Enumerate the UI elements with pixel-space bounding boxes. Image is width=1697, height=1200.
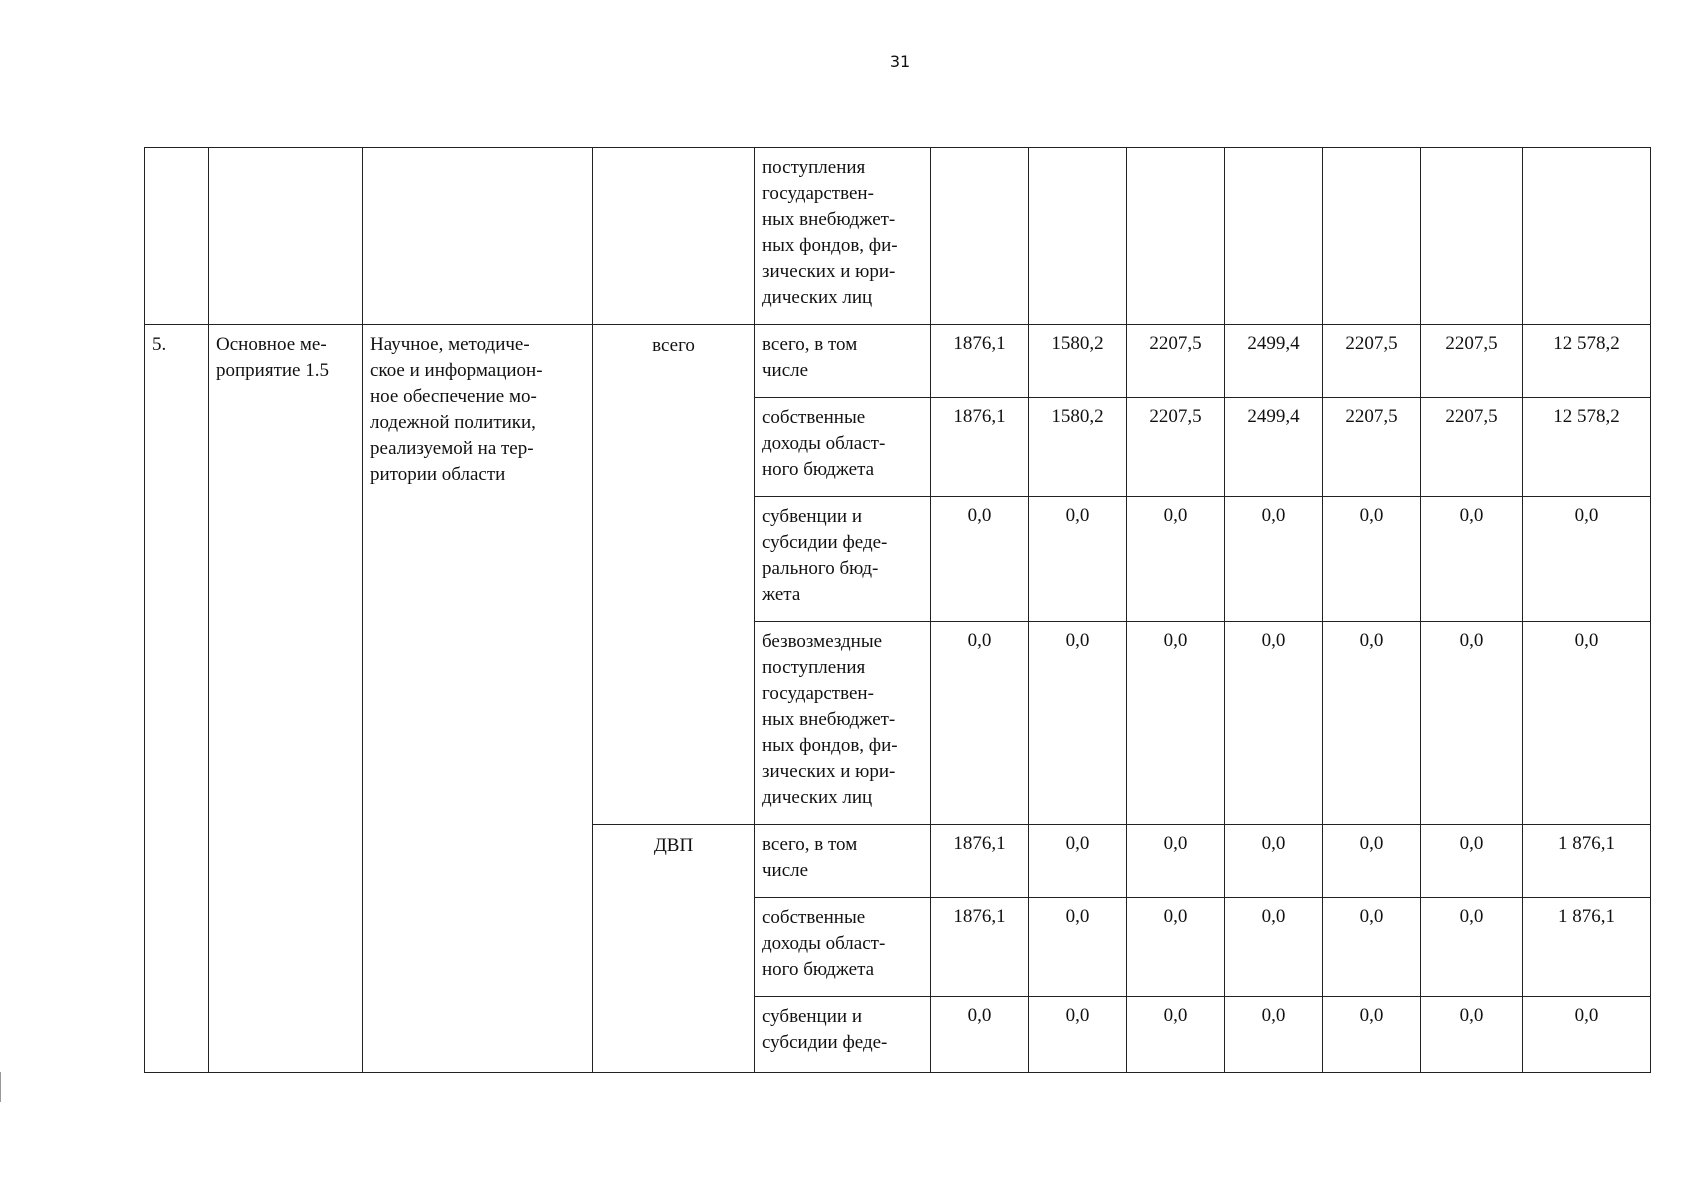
value-cell: 0,0 <box>1523 622 1651 825</box>
table-cell <box>209 148 363 325</box>
value-cell: 0,0 <box>1323 825 1421 898</box>
row-index: 5. <box>145 325 209 1073</box>
funding-source-label: безвозмездные поступления государствен- ных внебюджет- ных фондов, фи- зических и юри- дических лиц <box>755 622 931 825</box>
value-cell: 0,0 <box>1225 497 1323 622</box>
page-number: 31 <box>889 52 911 71</box>
value-cell: 0,0 <box>1127 622 1225 825</box>
value-cell: 0,0 <box>1225 997 1323 1073</box>
table-cell <box>145 148 209 325</box>
value-cell: 0,0 <box>1029 622 1127 825</box>
value-cell: 0,0 <box>1225 622 1323 825</box>
value-cell: 2207,5 <box>1421 398 1523 497</box>
table-cell <box>363 148 593 325</box>
value-cell: 0,0 <box>931 997 1029 1073</box>
executor-cell: всего <box>593 325 755 825</box>
value-cell: 2207,5 <box>1323 398 1421 497</box>
value-cell: 0,0 <box>1421 997 1523 1073</box>
value-cell: 0,0 <box>931 497 1029 622</box>
value-cell: 0,0 <box>1323 898 1421 997</box>
funding-source-cell <box>755 148 931 325</box>
value-cell: 0,0 <box>1127 898 1225 997</box>
value-cell: 0,0 <box>1421 825 1523 898</box>
value-cell: 1580,2 <box>1029 325 1127 398</box>
value-cell: 1876,1 <box>931 325 1029 398</box>
value-cell: 0,0 <box>1523 997 1651 1073</box>
value-cell: 1 876,1 <box>1523 825 1651 898</box>
value-cell: 0,0 <box>1225 898 1323 997</box>
value-cell: 0,0 <box>1323 997 1421 1073</box>
funding-source-label: собственные доходы област- ного бюджета <box>755 398 931 497</box>
executor-cell: ДВП <box>593 825 755 1073</box>
scan-margin-marks <box>0 1072 6 1102</box>
value-cell: 0,0 <box>1421 622 1523 825</box>
value-cell: 1876,1 <box>931 825 1029 898</box>
table-row <box>145 148 1651 325</box>
value-cell: 12 578,2 <box>1523 325 1651 398</box>
funding-source-label: поступления государствен- ных внебюджет- ных фондов, фи- зических и юри- дических лиц <box>762 157 898 308</box>
value-cell: 0,0 <box>1421 497 1523 622</box>
funding-source-label: собственные доходы област- ного бюджета <box>755 898 931 997</box>
value-cell: 0,0 <box>1127 497 1225 622</box>
budget-table <box>144 147 1651 1073</box>
value-cell: 0,0 <box>1323 497 1421 622</box>
value-cell: 1580,2 <box>1029 398 1127 497</box>
value-cell: 0,0 <box>1323 622 1421 825</box>
value-cell: 0,0 <box>1523 497 1651 622</box>
value-cell: 0,0 <box>931 622 1029 825</box>
value-cell: 0,0 <box>1225 825 1323 898</box>
value-cell: 1 876,1 <box>1523 898 1651 997</box>
value-cell: 0,0 <box>1029 825 1127 898</box>
value-cell: 2499,4 <box>1225 398 1323 497</box>
value-cell: 2207,5 <box>1127 325 1225 398</box>
value-cell: 2207,5 <box>1421 325 1523 398</box>
value-cell: 0,0 <box>1029 497 1127 622</box>
value-cell: 1876,1 <box>931 898 1029 997</box>
table-cell <box>593 148 755 325</box>
value-cell: 0,0 <box>1029 898 1127 997</box>
value-cell: 0,0 <box>1421 898 1523 997</box>
value-cell: 0,0 <box>1127 825 1225 898</box>
value-cell: 2499,4 <box>1225 325 1323 398</box>
funding-source-label: субвенции и субсидии феде- <box>755 997 931 1073</box>
value-cell: 0,0 <box>1029 997 1127 1073</box>
event-type: Основное ме- роприятие 1.5 <box>209 325 363 1073</box>
value-cell: 1876,1 <box>931 398 1029 497</box>
event-name: Научное, методиче- ское и информацион- ное обеспечение мо- лодежной политики, реализуемой на тер- ритории области <box>363 325 593 1073</box>
value-cell: 2207,5 <box>1127 398 1225 497</box>
funding-source-label: всего, в том числе <box>755 825 931 898</box>
value-cell: 12 578,2 <box>1523 398 1651 497</box>
table-row <box>145 325 1651 398</box>
value-cell: 2207,5 <box>1323 325 1421 398</box>
value-cell: 0,0 <box>1127 997 1225 1073</box>
funding-source-label: субвенции и субсидии феде- рального бюд- жета <box>755 497 931 622</box>
funding-source-label: всего, в том числе <box>755 325 931 398</box>
